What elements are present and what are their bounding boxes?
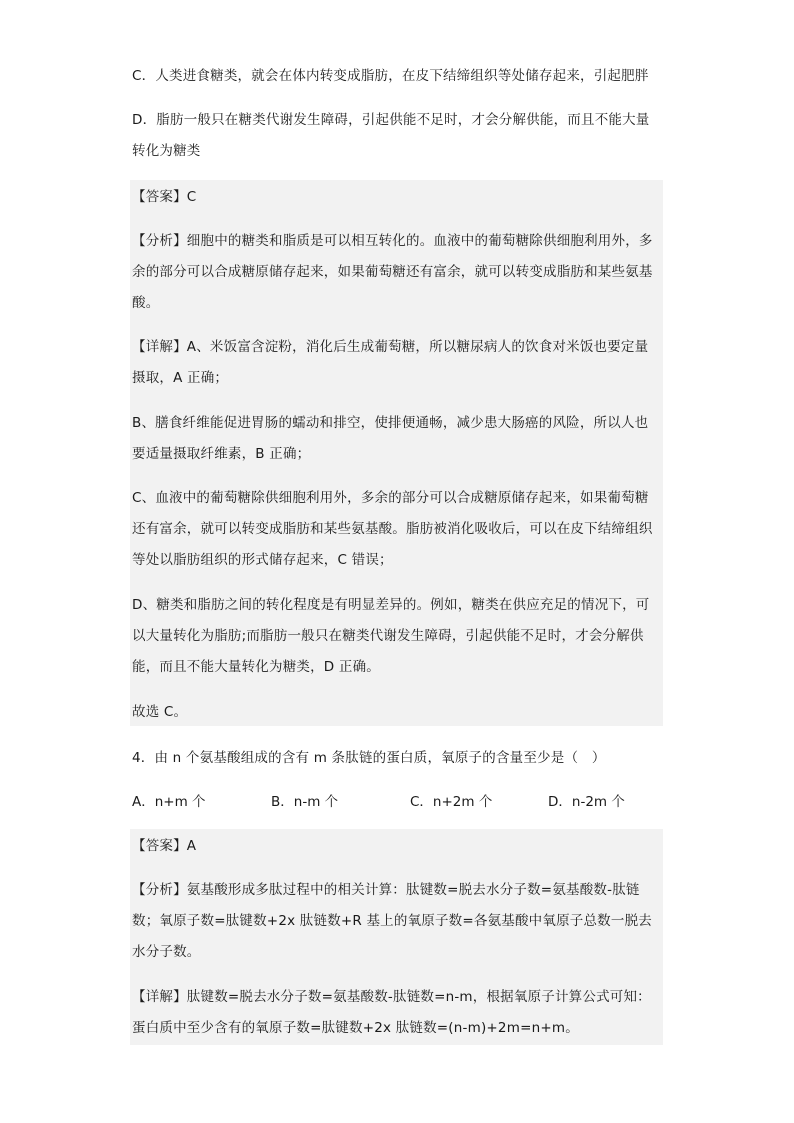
q3-conclusion: 故选 C。	[132, 704, 188, 720]
q4-analysis: 【分析】氨基酸形成多肽过程中的相关计算：肽键数=脱去水分子数=氨基酸数-肽链数；氧原子数=肽键数+2x 肽链数+R 基上的氧原子数=各氨基酸中氧原子总数一脱去水分子数。	[132, 882, 652, 960]
q3-analysis: 【分析】细胞中的糖类和脂质是可以相互转化的。血液中的葡萄糖除供细胞利用外，多余的部分可以合成糖原储存起来，如果葡萄糖还有富余，就可以转变成脂肪和某些氨基酸。	[132, 233, 653, 311]
q4-option-d: D．n-2m 个	[548, 794, 625, 810]
q3-detail-a: 【详解】A、米饭富含淀粉，消化后生成葡萄糖，所以糖尿病人的饮食对米饭也要定量摄取，A 正确；	[132, 339, 649, 386]
q4-detail: 【详解】肽键数=脱去水分子数=氨基酸数-肽链数=n-m，根据氧原子计算公式可知：蛋白质中至少含有的氧原子数=肽键数+2x 肽链数=(n-m)+2m=n+m。	[132, 989, 651, 1036]
q3-option-c: C．人类进食糖类，就会在体内转变成脂肪，在皮下结缔组织等处储存起来，引起肥胖	[132, 68, 649, 84]
q4-option-c: C．n+2m 个	[410, 794, 493, 810]
q4-options	[132, 787, 662, 818]
q4-option-a: A．n+m 个	[132, 794, 206, 810]
q3-detail-c: C、血液中的葡萄糖除供细胞利用外，多余的部分可以合成糖原储存起来，如果葡萄糖还有富余，就可以转变成脂肪和某些氨基酸。脂肪被消化吸收后，可以在皮下结缔组织等处以脂肪组织的形式储存起来，C 错误；	[132, 490, 653, 568]
q4-stem: 4．由 n 个氨基酸组成的含有 m 条肽链的蛋白质，氧原子的含量至少是（ ）	[132, 750, 606, 766]
q3-detail-d: D、糖类和脂肪之间的转化程度是有明显差异的。例如，糖类在供应充足的情况下，可以大量转化为脂肪;而脂肪一般只在糖类代谢发生障碍，引起供能不足时，才会分解供能，而且不能大量转化为糖类，D 正确。	[132, 597, 650, 675]
q3-option-d: D．脂肪一般只在糖类代谢发生障碍，引起供能不足时，才会分解供能，而且不能大量转化为糖类	[132, 112, 650, 159]
q3-detail-b: B、膳食纤维能促进胃肠的蠕动和排空，使排便通畅，减少患大肠癌的风险，所以人也要适量摄取纤维素，B 正确；	[132, 415, 649, 462]
q3-answer: 【答案】C	[132, 189, 197, 205]
q4-answer: 【答案】A	[132, 838, 197, 854]
q4-option-b: B．n-m 个	[271, 794, 339, 810]
